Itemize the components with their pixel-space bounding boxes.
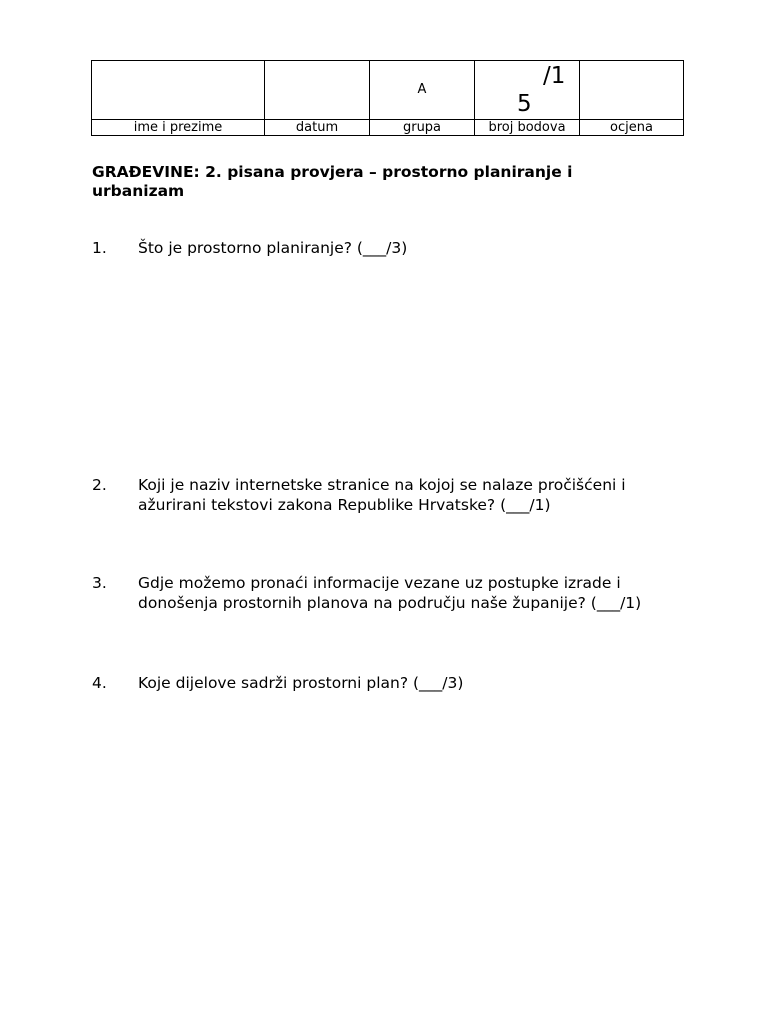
question-text: Koji je naziv internetske stranice na kojoj se nalaze pročišćeni i ažurirani tekstovi zakona Republike Hrvatske? (___/1) <box>138 476 626 514</box>
points-field <box>475 61 580 120</box>
group-field <box>370 61 475 120</box>
date-field[interactable] <box>265 61 370 120</box>
points-value: 5 <box>517 91 532 117</box>
question-number: 1. <box>92 239 107 257</box>
name-field[interactable] <box>92 61 265 120</box>
label-name: ime i prezime <box>92 120 265 136</box>
question-1 <box>92 238 692 258</box>
grade-field[interactable] <box>580 61 684 120</box>
question-text: Što je prostorno planiranje? (___/3) <box>138 239 408 257</box>
question-text: Koje dijelove sadrži prostorni plan? (___/3) <box>138 674 464 692</box>
label-points: broj bodova <box>475 120 580 136</box>
question-text: Gdje možemo pronaći informacije vezane uz postupke izrade i donošenja prostornih planova na području naše županije? (___/1) <box>138 574 642 612</box>
question-number: 3. <box>92 574 107 592</box>
question-number: 4. <box>92 674 107 692</box>
header-table <box>91 60 684 136</box>
question-3 <box>92 573 692 613</box>
question-number: 2. <box>92 476 107 494</box>
points-max: /1 <box>543 63 566 89</box>
label-grade: ocjena <box>580 120 684 136</box>
document-title: GRAĐEVINE: 2. pisana provjera – prostorno planiranje i urbanizam <box>92 163 573 200</box>
question-2 <box>92 475 692 515</box>
label-group: grupa <box>370 120 475 136</box>
question-4 <box>92 673 692 693</box>
group-value: A <box>417 82 427 97</box>
label-date: datum <box>265 120 370 136</box>
